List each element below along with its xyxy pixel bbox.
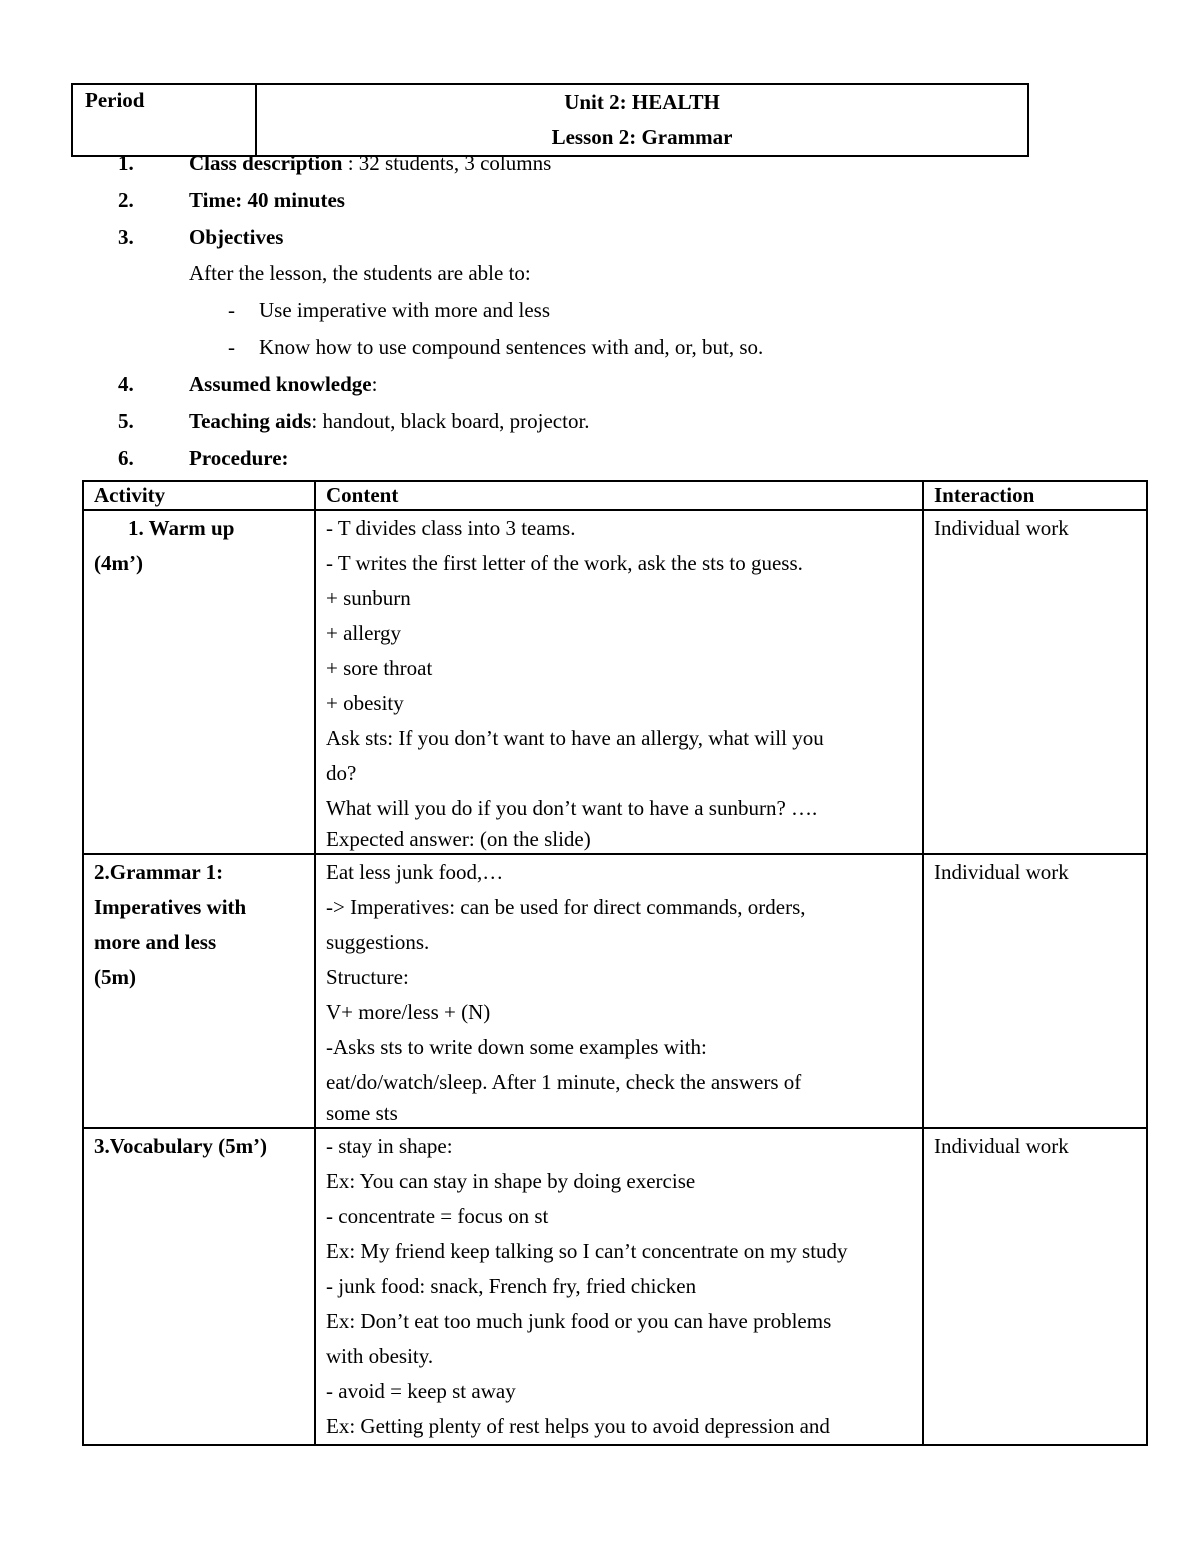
table-row (83, 1128, 1147, 1445)
column-header-interaction: Interaction (923, 481, 1147, 510)
table-row (83, 854, 1147, 1128)
column-header-activity: Activity (83, 481, 315, 510)
interaction-cell: Individual work (923, 854, 1147, 1128)
content-cell: - T divides class into 3 teams. - T writes the first letter of the work, ask the sts to guess. + sunburn + allergy + sore throat + obesity Ask sts: If you don’t want to have an allergy, what will you do? What will you do if you don’t want to have a sunburn? …. Expected answer: (on the slide) (315, 510, 923, 854)
activity-cell: 1. Warm up (4m’) (83, 510, 315, 854)
objectives-intro: After the lesson, the students are able to: (189, 261, 531, 285)
section-number: 5. (118, 409, 134, 433)
unit-lesson-cell (256, 84, 1028, 156)
period-cell: Period (72, 84, 256, 156)
unit-title: Unit 2: HEALTH (564, 90, 720, 114)
procedure-table (82, 480, 1148, 1446)
interaction-cell: Individual work (923, 510, 1147, 854)
section-label: Class description (189, 151, 343, 175)
column-header-content: Content (315, 481, 923, 510)
section-value: : 32 students, 3 columns (342, 151, 552, 175)
lesson-header-table (71, 83, 1029, 157)
section-number: 2. (118, 188, 134, 212)
section-label: Teaching aids (189, 409, 312, 433)
activity-cell: 3.Vocabulary (5m’) (83, 1128, 315, 1445)
table-row (83, 510, 1147, 854)
section-number: 3. (118, 225, 134, 249)
section-number: 6. (118, 446, 134, 470)
activity-cell: 2.Grammar 1: Imperatives with more and less (5m) (83, 854, 315, 1128)
section-number: 4. (118, 372, 134, 396)
section-value: : (371, 372, 378, 396)
lesson-title: Lesson 2: Grammar (551, 125, 733, 149)
bullet-dash: - (228, 335, 235, 359)
section-label: Assumed knowledge (189, 372, 372, 396)
section-label: Time: 40 minutes (189, 188, 345, 212)
section-number: 1. (118, 151, 134, 175)
content-cell: Eat less junk food,… -> Imperatives: can be used for direct commands, orders, suggestions. Structure: V+ more/less + (N) -Asks sts to write down some examples with: eat/do/watch/sleep. After 1 minute, check the answers of some sts (315, 854, 923, 1128)
interaction-cell: Individual work (923, 1128, 1147, 1445)
section-label: Procedure: (189, 446, 289, 470)
content-cell: - stay in shape: Ex: You can stay in shape by doing exercise - concentrate = focus on st Ex: My friend keep talking so I can’t concentrate on my study - junk food: snack, French fry, fried chicken Ex: Don’t eat too much junk food or you can have problems with obesity. - avoid = keep st away Ex: Getting plenty of rest helps you to avoid depression and (315, 1128, 923, 1445)
lesson-plan-page: Period Unit 2: HEALTH Lesson 2: Grammar 1. Class description : 32 students, 3 columns 2. Time: 40 minutes 3. Objectives After the lesson, the students are able to: - Use imperative with more and less - Know how to use compound sentences with and, or, but, so. 4. Assumed knowledge: 5. Teaching aids: handout, black board, projector. 6. Procedure: Activity Content Interaction 1. Warm up (4m’) - T divides class into 3 teams. - T writes the first letter of the work, ask the sts to guess. + sunburn + allergy + sore throat + obesity Ask sts: If you don’t want to have an allergy, what will you do? What will you do if you don’t want to have a sunburn? …. Expected answer: (on the slide) Individual work 2.Grammar 1: Imperatives with more and less (5m) Eat less junk food,… -> Imperatives: can be used for direct commands, orders, suggestions. Structure: V+ more/less + (N) -Asks sts to write down some examples with: eat/do/watch/sleep. After 1 minute, check the answers of some sts Individual work 3.Vocabulary (5m’) - stay in shape: Ex: You can stay in shape by doing exercise - concentrate = focus on st Ex: My friend keep talking so I can’t concentrate on my study - junk food: snack, French fry, fried chicken Ex: Don’t eat too much junk food or you can have problems with obesity. - avoid = keep st away Ex: Getting plenty of rest helps you to avoid depression and Individual work (0, 0, 1200, 1553)
section-value: : handout, black board, projector. (311, 409, 590, 433)
table-header-row (83, 481, 1147, 510)
section-label: Objectives (189, 225, 284, 249)
bullet-dash: - (228, 298, 235, 322)
